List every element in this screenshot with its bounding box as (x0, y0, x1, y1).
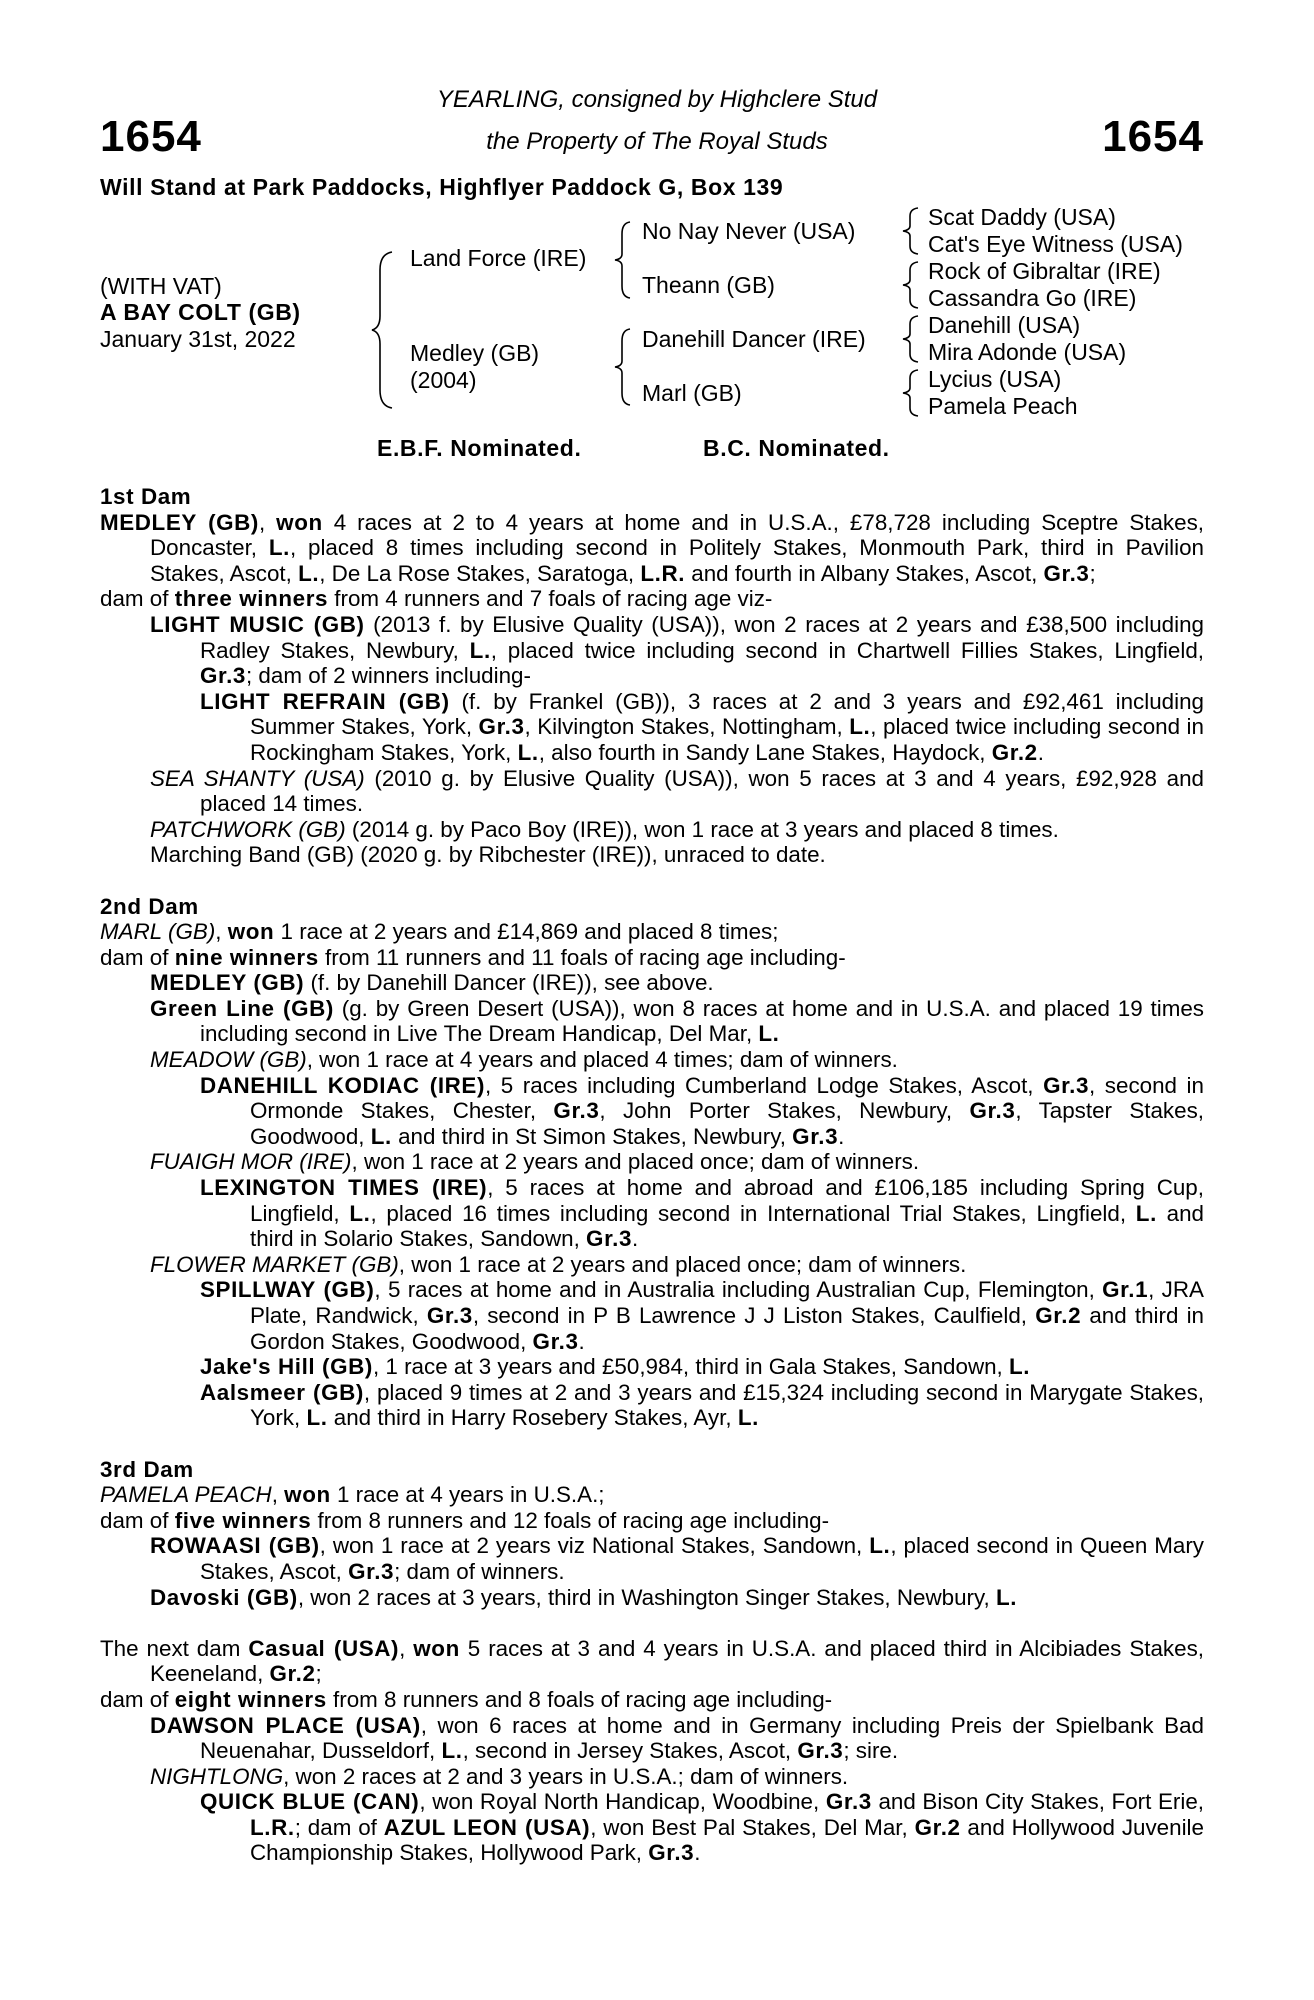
produce-danehill-kodiac: DANEHILL KODIAC (IRE), 5 races including Cumberland Lodge Stakes, Ascot, Gr.3, second in Ormonde Stakes, Chester, Gr.3, John Porter Stakes, Newbury, Gr.3, Tapster Stakes, Goodwood, L. and third in St Simon Stakes, Newbury, Gr.3. (200, 1072, 1205, 1149)
great-grandsire-3: Rock of Gibraltar (IRE) (928, 258, 1161, 284)
property-line: the Property of The Royal Studs (486, 128, 828, 155)
stand-location: Will Stand at Park Paddocks, Highflyer Paddock G, Box 139 (100, 174, 784, 200)
produce-lexington-times: LEXINGTON TIMES (IRE), 5 races at home and abroad and £106,185 including Spring Cup, Lingfield, L., placed 16 times including second in International Trial Stakes, Lingfield, L. and third in Solario Stakes, Sandown, Gr.3. (200, 1175, 1204, 1252)
great-grandsire-7: Lycius (USA) (928, 366, 1062, 392)
bc-nomination: B.C. Nominated. (703, 435, 890, 461)
produce-green-line: Green Line (GB) (g. by Green Desert (USA)), won 8 races at home and in U.S.A. and placed 19 times including second in Live The Dream Handicap, Del Mar, L. (150, 995, 1204, 1047)
horse-name: A BAY COLT (GB) (100, 299, 301, 325)
great-grandsire-1: Scat Daddy (USA) (928, 204, 1116, 230)
third-dam-produce-summary: dam of five winners from 8 runners and 12 foals of racing age including- (100, 1507, 830, 1533)
sire: Land Force (IRE) (410, 245, 587, 271)
second-dam-produce-summary: dam of nine winners from 11 runners and 11 foals of racing age including- (100, 944, 846, 970)
produce-aalsmeer: Aalsmeer (GB), placed 9 times at 2 and 3 years and £15,324 including second in Marygate Stakes, York, L. and third in Harry Rosebery Stakes, Ayr, L. (200, 1379, 1204, 1431)
ebf-nomination: E.B.F. Nominated. (377, 435, 582, 461)
next-dam-produce-summary: dam of eight winners from 8 runners and 8 foals of racing age including- (100, 1686, 833, 1712)
great-grandsire-2: Cat's Eye Witness (USA) (928, 231, 1183, 257)
produce-sea-shanty: SEA SHANTY (USA) (2010 g. by Elusive Quality (USA)), won 5 races at 3 and 4 years, £92,928 and placed 14 times. (150, 765, 1204, 817)
produce-flower-market: FLOWER MARKET (GB), won 1 race at 2 years and placed once; dam of winners. (150, 1251, 967, 1277)
produce-quick-blue: QUICK BLUE (CAN), won Royal North Handicap, Woodbine, Gr.3 and Bison City Stakes, Fort Erie, L.R.; dam of AZUL LEON (USA), won Best Pal Stakes, Del Mar, Gr.2 and Hollywood Juvenile Championship Stakes, Hollywood Park, Gr.3. (200, 1789, 1204, 1866)
produce-light-refrain: LIGHT REFRAIN (GB) (f. by Frankel (GB)), 3 races at 2 and 3 years and £92,461 including Summer Stakes, York, Gr.3, Kilvington Stakes, Nottingham, L., placed twice including second in Rockingham Stakes, York, L., also fourth in Sandy Lane Stakes, Haydock, Gr.2. (200, 688, 1204, 765)
pedigree-bracket-g2 (900, 260, 924, 310)
produce-record (100, 484, 1204, 1866)
sire-dam: Theann (GB) (642, 272, 775, 298)
pedigree-bracket-sire (612, 220, 636, 300)
dam-dam: Marl (GB) (642, 380, 742, 406)
produce-nightlong: NIGHTLONG, won 2 races at 2 and 3 years in U.S.A.; dam of winners. (150, 1763, 849, 1789)
produce-rowaasi: ROWAASI (GB), won 1 race at 2 years viz National Stakes, Sandown, L., placed second in Queen Mary Stakes, Ascot, Gr.3; dam of winners. (150, 1533, 1205, 1584)
dam-year: (2004) (410, 367, 477, 393)
great-grandsire-5: Danehill (USA) (928, 312, 1081, 338)
dam: Medley (GB) (410, 340, 540, 366)
first-dam-produce-summary: dam of three winners from 4 runners and 7 foals of racing age viz- (100, 586, 773, 612)
next-dam-record: The next dam Casual (USA), won 5 races at 3 and 4 years in U.S.A. and placed third in Alcibiades Stakes, Keeneland, Gr.2; (100, 1635, 1204, 1687)
second-dam-heading: 2nd Dam (100, 893, 199, 919)
produce-medley: MEDLEY (GB) (f. by Danehill Dancer (IRE)), see above. (150, 970, 714, 996)
produce-fuaigh-mor: FUAIGH MOR (IRE), won 1 race at 2 years and placed once; dam of winners. (150, 1149, 920, 1175)
first-dam-heading: 1st Dam (100, 484, 192, 509)
great-grandsire-8: Pamela Peach (928, 393, 1078, 419)
produce-dawson-place: DAWSON PLACE (USA), won 6 races at home and in Germany including Preis der Spielbank Bad Neuenahar, Dusseldorf, L., second in Jersey Stakes, Ascot, Gr.3; sire. (150, 1712, 1204, 1764)
lot-number-left: 1654 (100, 112, 202, 161)
spacer (100, 1610, 1204, 1636)
produce-light-music: LIGHT MUSIC (GB) (2013 f. by Elusive Quality (USA)), won 2 races at 2 years and £38,500 including Radley Stakes, Newbury, L., placed twice including second in Chartwell Fillies Stakes, Lingfield, Gr.3; dam of 2 winners including- (150, 611, 1204, 689)
spacer (100, 868, 1204, 894)
dam-sire: Danehill Dancer (IRE) (642, 326, 866, 352)
produce-jakes-hill: Jake's Hill (GB), 1 race at 3 years and £50,984, third in Gala Stakes, Sandown, L. (200, 1354, 1031, 1380)
produce-spillway: SPILLWAY (GB), 5 races at home and in Australia including Australian Cup, Flemington, Gr.1, JRA Plate, Randwick, Gr.3, second in P B Lawrence J J Liston Stakes, Caulfield, Gr.2 and third in Gordon Stakes, Goodwood, Gr.3. (200, 1277, 1205, 1354)
produce-meadow: MEADOW (GB), won 1 race at 4 years and placed 4 times; dam of winners. (150, 1047, 898, 1073)
pedigree-bracket-g1 (900, 206, 924, 256)
pedigree-bracket-g3 (900, 314, 924, 364)
pedigree-bracket-dam (612, 327, 636, 407)
spacer (100, 1431, 1204, 1457)
great-grandsire-4: Cassandra Go (IRE) (928, 285, 1137, 311)
third-dam-heading: 3rd Dam (100, 1456, 194, 1482)
lot-number-right: 1654 (1102, 112, 1204, 161)
pedigree-bracket-g4 (900, 368, 924, 418)
produce-patchwork: PATCHWORK (GB) (2014 g. by Paco Boy (IRE)), won 1 race at 3 years and placed 8 times. (150, 816, 1059, 842)
third-dam-record: PAMELA PEACH, won 1 race at 4 years in U.S.A.; (100, 1482, 605, 1508)
produce-marching-band: Marching Band (GB) (2020 g. by Ribchester (IRE)), unraced to date. (150, 842, 826, 868)
consignor-line: YEARLING, consigned by Highclere Stud (436, 86, 878, 113)
foaling-date: January 31st, 2022 (100, 326, 296, 352)
great-grandsire-6: Mira Adonde (USA) (928, 339, 1127, 365)
pedigree-bracket-main (370, 250, 400, 410)
vat-note: (WITH VAT) (100, 273, 222, 299)
sire-sire: No Nay Never (USA) (642, 218, 856, 244)
first-dam-record: MEDLEY (GB), won 4 races at 2 to 4 years at home and in U.S.A., £78,728 including Sceptre Stakes, Doncaster, L., placed 8 times including second in Politely Stakes, Monmouth Park, third in Pavilion Stakes, Ascot, L., De La Rose Stakes, Saratoga, L.R. and fourth in Albany Stakes, Ascot, Gr.3; (100, 509, 1204, 586)
produce-davoski: Davoski (GB), won 2 races at 3 years, third in Washington Singer Stakes, Newbury, L. (150, 1584, 1018, 1610)
second-dam-record: MARL (GB), won 1 race at 2 years and £14,869 and placed 8 times; (100, 919, 779, 945)
